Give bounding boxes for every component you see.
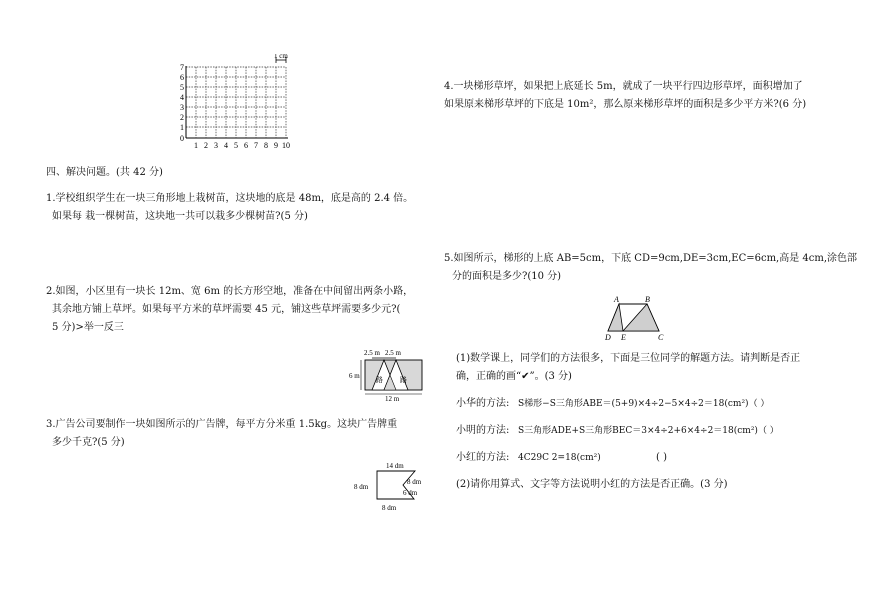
hong-label: 小红的方法:: [456, 452, 510, 463]
road-label-1: 路: [376, 376, 383, 384]
x-label: 7: [254, 141, 258, 150]
q5-trapezoid-figure: [604, 295, 674, 343]
q2-bottom-dim: 12 m: [385, 395, 400, 401]
x-label: 1: [194, 141, 198, 150]
hua-label: 小华的方法:: [456, 398, 510, 409]
x-label: 4: [224, 141, 228, 150]
y-label: 0: [180, 134, 184, 143]
x-label: 8: [264, 141, 268, 150]
q2-left-dim: 6 m: [349, 372, 360, 380]
label-a: A: [614, 295, 619, 304]
q2-line2: 其余地方铺上草坪。如果每平方米的草坪需要 45 元，铺这些草坪需要多少元?(: [52, 304, 401, 315]
x-label: 10: [282, 141, 290, 150]
q4-line1: 4.一块梯形草坪，如果把上底延长 5m，就成了一块平行四边形草坪，面积增加了: [444, 81, 803, 92]
hua-formula: S梯形−S三角形ABE＝(5+9)×4÷2−5×4÷2＝18(cm²)（ ）: [518, 399, 770, 409]
q3-bottom-dim: 8 dm: [382, 504, 397, 512]
q1-line1: 1.学校组织学生在一块三角形地上栽树苗，这块地的底是 48m，底是高的 2.4 倍。: [46, 193, 414, 204]
unit-label: 1 cm: [274, 54, 288, 60]
q5-line1: 5.如图所示，梯形的上底 AB=5cm，下底 CD=9cm,DE=3cm,EC=6cm,高是 4cm,涂色部: [444, 253, 858, 264]
hong-answer-paren: ( ): [656, 452, 667, 463]
section-title: 四、解决问题。(共 42 分): [46, 167, 163, 178]
y-label: 7: [180, 63, 184, 72]
y-label: 5: [180, 83, 184, 92]
x-label: 6: [244, 141, 248, 150]
q2-top-b: 2.5 m: [385, 349, 401, 357]
q4-line2: 如果原来梯形草坪的下底是 10m²，那么原来梯形草坪的面积是多少平方米?(6 分): [444, 99, 807, 110]
q2-rectangle-figure: [348, 346, 430, 401]
q2-line1: 2.如图，小区里有一块长 12m、宽 6m 的长方形空地，准备在中间留出两条小路，: [46, 286, 414, 297]
q5-p2: (2)请你用算式、文字等方法说明小红的方法是否正确。(3 分): [456, 479, 728, 490]
label-e: E: [621, 333, 626, 342]
x-label: 2: [204, 141, 208, 150]
q3-billboard-figure: [352, 460, 432, 515]
label-d: D: [605, 333, 611, 342]
q3-line1: 3.广告公司要制作一块如图所示的广告牌，每平方分米重 1.5kg。这块广告牌重: [46, 419, 398, 430]
y-label: 6: [180, 73, 184, 82]
q5-line2: 分的面积是多少?(10 分): [452, 271, 562, 282]
q3-left-dim: 8 dm: [354, 483, 369, 491]
x-label: 5: [234, 141, 238, 150]
ming-formula: S三角形ADE+S三角形BEC＝3×4÷2+6×4÷2＝18(cm²)（ ）: [518, 426, 779, 436]
y-label: 3: [180, 103, 184, 112]
x-label: 3: [214, 141, 218, 150]
hong-formula: 4C29C 2=18(cm²): [518, 453, 601, 463]
q3-line2: 多少千克?(5 分): [52, 437, 125, 448]
label-b: B: [645, 295, 650, 304]
q5-p1-line2: 确，正确的画“✔”。(3 分): [456, 371, 572, 382]
q3-inner-b: 6 dm: [403, 489, 418, 497]
q2-top-a: 2.5 m: [364, 349, 380, 357]
q1-line2: 如果每 栽一棵树苗，这块地一共可以栽多少棵树苗?(5 分): [52, 211, 308, 222]
coordinate-grid-figure: [170, 54, 295, 150]
x-axis-labels: [194, 141, 290, 150]
label-c: C: [658, 333, 664, 342]
ming-label: 小明的方法:: [456, 425, 510, 436]
grid-lines: [186, 67, 286, 138]
road-label-2: 路: [400, 376, 407, 384]
y-label: 2: [180, 113, 184, 122]
q5-p1-line1: (1)数学课上，同学们的方法很多，下面是三位同学的解题方法。请判断是否正: [456, 353, 801, 364]
y-label: 1: [180, 123, 184, 132]
y-label: 4: [180, 93, 184, 102]
x-label: 9: [274, 141, 278, 150]
q3-inner-a: 8 dm: [407, 478, 422, 486]
q3-top-dim: 14 dm: [386, 462, 404, 470]
y-axis-labels: [180, 63, 184, 143]
q2-line3: 5 分)>举一反三: [52, 322, 124, 333]
